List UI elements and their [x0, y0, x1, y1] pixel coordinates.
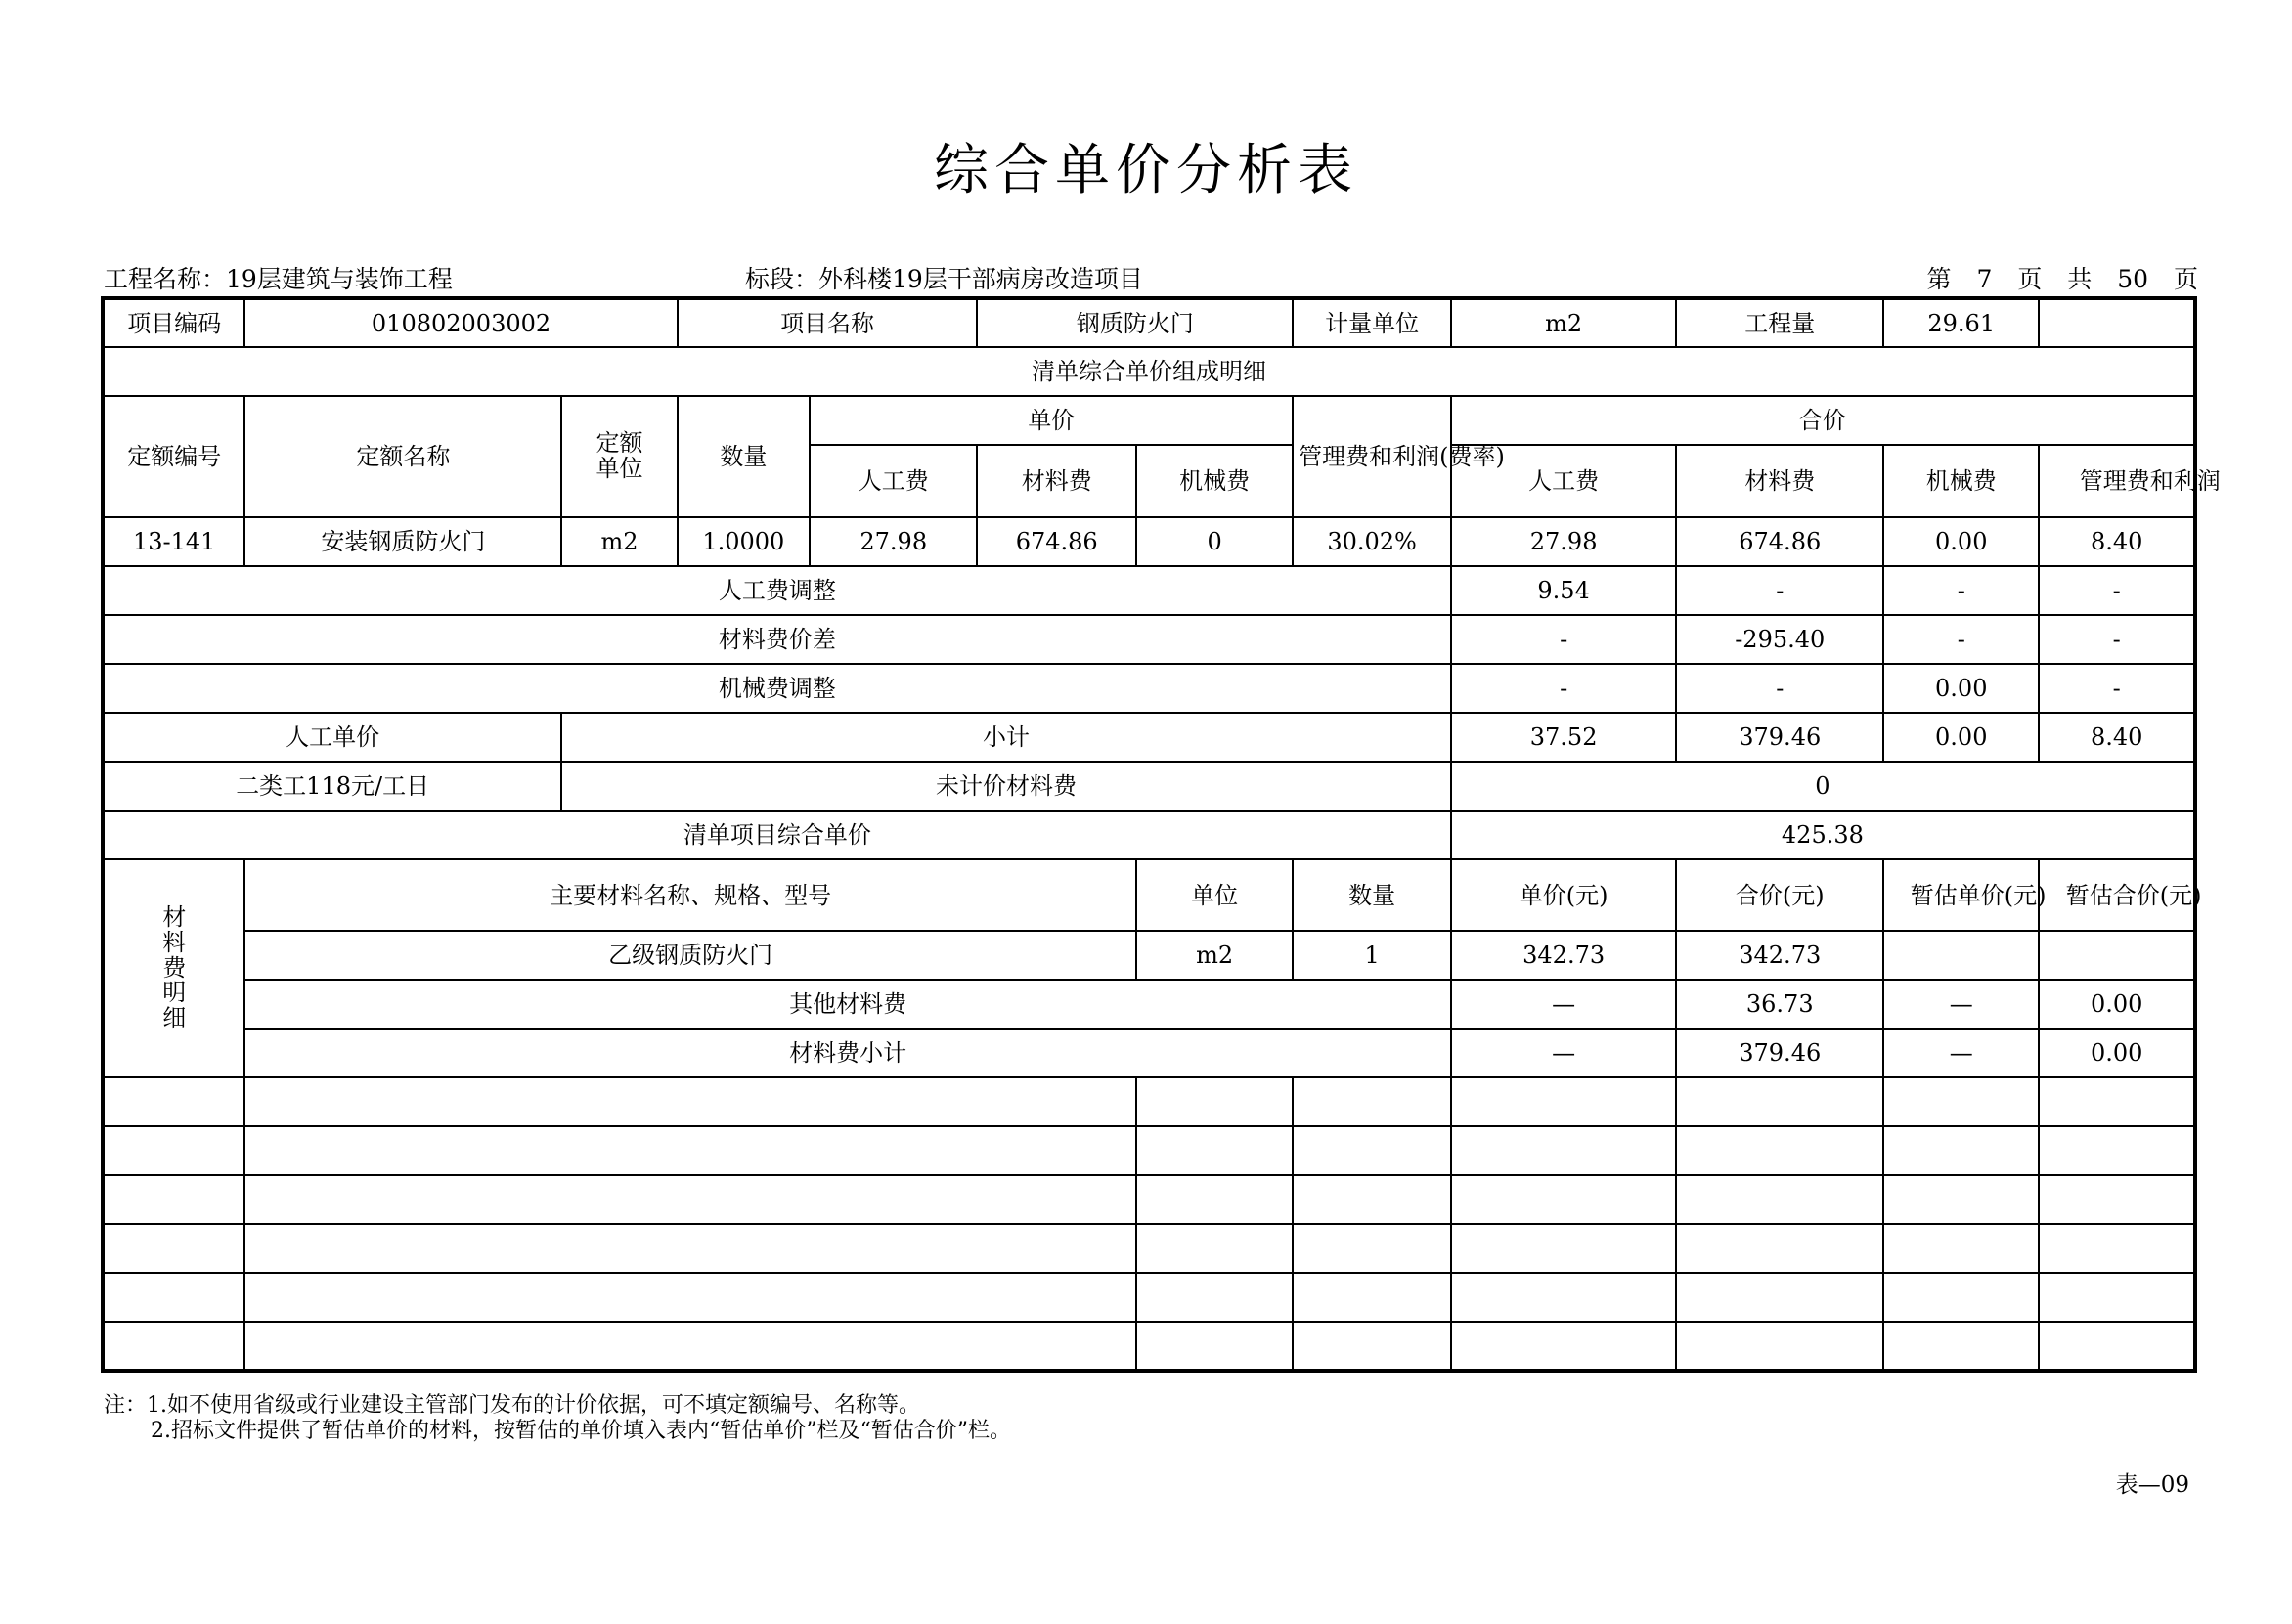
table-row	[103, 1029, 2195, 1077]
adjust-labor: -	[1451, 664, 1677, 713]
adjust-mgmt: -	[2039, 615, 2195, 664]
material-header-est-price: 暂估单价(元)	[1883, 859, 2039, 931]
labor-rate-value: 二类工118元/工日	[103, 762, 561, 811]
material-subtotal-total: 379.46	[1676, 1029, 1883, 1077]
adjust-label: 材料费价差	[103, 615, 1451, 664]
detail-total-material: 674.86	[1676, 517, 1883, 566]
other-material-est-price: —	[1883, 980, 2039, 1029]
empty-row	[103, 1224, 2195, 1273]
other-material-est-total: 0.00	[2039, 980, 2195, 1029]
material-header-name: 主要材料名称、规格、型号	[244, 859, 1136, 931]
header-unit-material: 材料费	[977, 445, 1135, 517]
table-row	[103, 931, 2195, 980]
material-item-price: 342.73	[1451, 931, 1677, 980]
material-header-est-total: 暂估合价(元)	[2039, 859, 2195, 931]
material-subtotal-label: 材料费小计	[244, 1029, 1450, 1077]
subtotal-machine: 0.00	[1883, 713, 2039, 762]
form-number: 表—09	[2115, 1472, 2189, 1498]
material-header-qty: 数量	[1293, 859, 1450, 931]
header-total-material: 材料费	[1676, 445, 1883, 517]
adjust-machine: 0.00	[1883, 664, 2039, 713]
detail-quota-no: 13-141	[103, 517, 244, 566]
detail-rate: 30.02%	[1293, 517, 1450, 566]
item-name-value: 钢质防火门	[977, 298, 1293, 347]
detail-total-machine: 0.00	[1883, 517, 2039, 566]
footnotes	[104, 1393, 1011, 1445]
composite-price-value: 425.38	[1451, 811, 2195, 859]
header-unit-machine: 机械费	[1136, 445, 1293, 517]
other-material-label: 其他材料费	[244, 980, 1450, 1029]
quantity-value: 29.61	[1883, 298, 2039, 347]
header-total-mgmt: 管理费和利润	[2039, 445, 2195, 517]
table-row	[103, 762, 2195, 811]
header-total-machine: 机械费	[1883, 445, 2039, 517]
detail-labor: 27.98	[810, 517, 977, 566]
material-item-unit: m2	[1136, 931, 1293, 980]
empty-row	[103, 1175, 2195, 1224]
adjust-label: 机械费调整	[103, 664, 1451, 713]
adjust-material: -295.40	[1676, 615, 1883, 664]
material-subtotal-price: —	[1451, 1029, 1677, 1077]
header-mgmt-rate: 管理费和利润(费率)	[1293, 396, 1450, 517]
material-side-label: 材料费明细	[103, 859, 244, 1077]
page-info: 第 7 页 共 50 页	[1926, 265, 2198, 293]
empty-row	[103, 1322, 2195, 1371]
subtotal-labor: 37.52	[1451, 713, 1677, 762]
header-quantity: 数量	[678, 396, 810, 517]
detail-unit: m2	[561, 517, 677, 566]
project-name: 工程名称：19层建筑与装饰工程	[104, 265, 453, 293]
adjust-labor: -	[1451, 615, 1677, 664]
unit-value: m2	[1451, 298, 1677, 347]
quantity-label: 工程量	[1676, 298, 1883, 347]
detail-machine: 0	[1136, 517, 1293, 566]
header-total-labor: 人工费	[1451, 445, 1677, 517]
item-code-value: 010802003002	[244, 298, 677, 347]
empty-row	[103, 1126, 2195, 1175]
subtotal-mgmt: 8.40	[2039, 713, 2195, 762]
composite-price-label: 清单项目综合单价	[103, 811, 1451, 859]
header-total-price: 合价	[1451, 396, 2195, 445]
unpriced-material-label: 未计价材料费	[561, 762, 1451, 811]
material-item-est-price	[1883, 931, 2039, 980]
analysis-table	[101, 296, 2221, 1373]
section-title: 清单综合单价组成明细	[103, 347, 2195, 396]
table-row	[103, 566, 2195, 615]
header-quota-no: 定额编号	[103, 396, 244, 517]
page-title: 综合单价分析表	[934, 139, 1358, 202]
material-subtotal-est-total: 0.00	[2039, 1029, 2195, 1077]
material-item-qty: 1	[1293, 931, 1450, 980]
material-item-total: 342.73	[1676, 931, 1883, 980]
adjust-label: 人工费调整	[103, 566, 1451, 615]
material-header-total: 合价(元)	[1676, 859, 1883, 931]
subtotal-material: 379.46	[1676, 713, 1883, 762]
header-quota-unit: 定额单位	[561, 396, 677, 517]
labor-unit-label: 人工单价	[103, 713, 561, 762]
item-name-label: 项目名称	[678, 298, 978, 347]
material-header-unit: 单位	[1136, 859, 1293, 931]
other-material-total: 36.73	[1676, 980, 1883, 1029]
adjust-material: -	[1676, 664, 1883, 713]
detail-total-mgmt: 8.40	[2039, 517, 2195, 566]
material-item-est-total	[2039, 931, 2195, 980]
table-row	[103, 664, 2195, 713]
item-code-label: 项目编码	[103, 298, 244, 347]
header-unit-labor: 人工费	[810, 445, 977, 517]
item-header-row	[103, 298, 2195, 347]
detail-total-labor: 27.98	[1451, 517, 1677, 566]
material-subtotal-est-price: —	[1883, 1029, 2039, 1077]
table-row	[103, 713, 2195, 762]
other-material-price: —	[1451, 980, 1677, 1029]
note-2: 2.招标文件提供了暂估单价的材料，按暂估的单价填入表内“暂估单价”栏及“暂估合价”栏。	[151, 1419, 1011, 1444]
unpriced-material-value: 0	[1451, 762, 2195, 811]
adjust-labor: 9.54	[1451, 566, 1677, 615]
note-1: 注：1.如不使用省级或行业建设主管部门发布的计价依据，可不填定额编号、名称等。	[104, 1393, 920, 1418]
adjust-machine: -	[1883, 615, 2039, 664]
table-row	[103, 615, 2195, 664]
adjust-mgmt: -	[2039, 566, 2195, 615]
empty-row	[103, 1077, 2195, 1126]
table-row	[103, 980, 2195, 1029]
adjust-material: -	[1676, 566, 1883, 615]
subtotal-label: 小计	[561, 713, 1451, 762]
header-quota-name: 定额名称	[244, 396, 561, 517]
material-header-price: 单价(元)	[1451, 859, 1677, 931]
unit-label: 计量单位	[1293, 298, 1450, 347]
empty-row	[103, 1273, 2195, 1322]
detail-material: 674.86	[977, 517, 1135, 566]
header-unit-price: 单价	[810, 396, 1293, 445]
adjust-machine: -	[1883, 566, 2039, 615]
detail-quota-name: 安装钢质防火门	[244, 517, 561, 566]
table-row	[103, 517, 2195, 566]
material-item-name: 乙级钢质防火门	[244, 931, 1136, 980]
adjust-mgmt: -	[2039, 664, 2195, 713]
table-row	[103, 811, 2195, 859]
detail-quantity: 1.0000	[678, 517, 810, 566]
section-name: 标段：外科楼19层干部病房改造项目	[745, 265, 1143, 293]
